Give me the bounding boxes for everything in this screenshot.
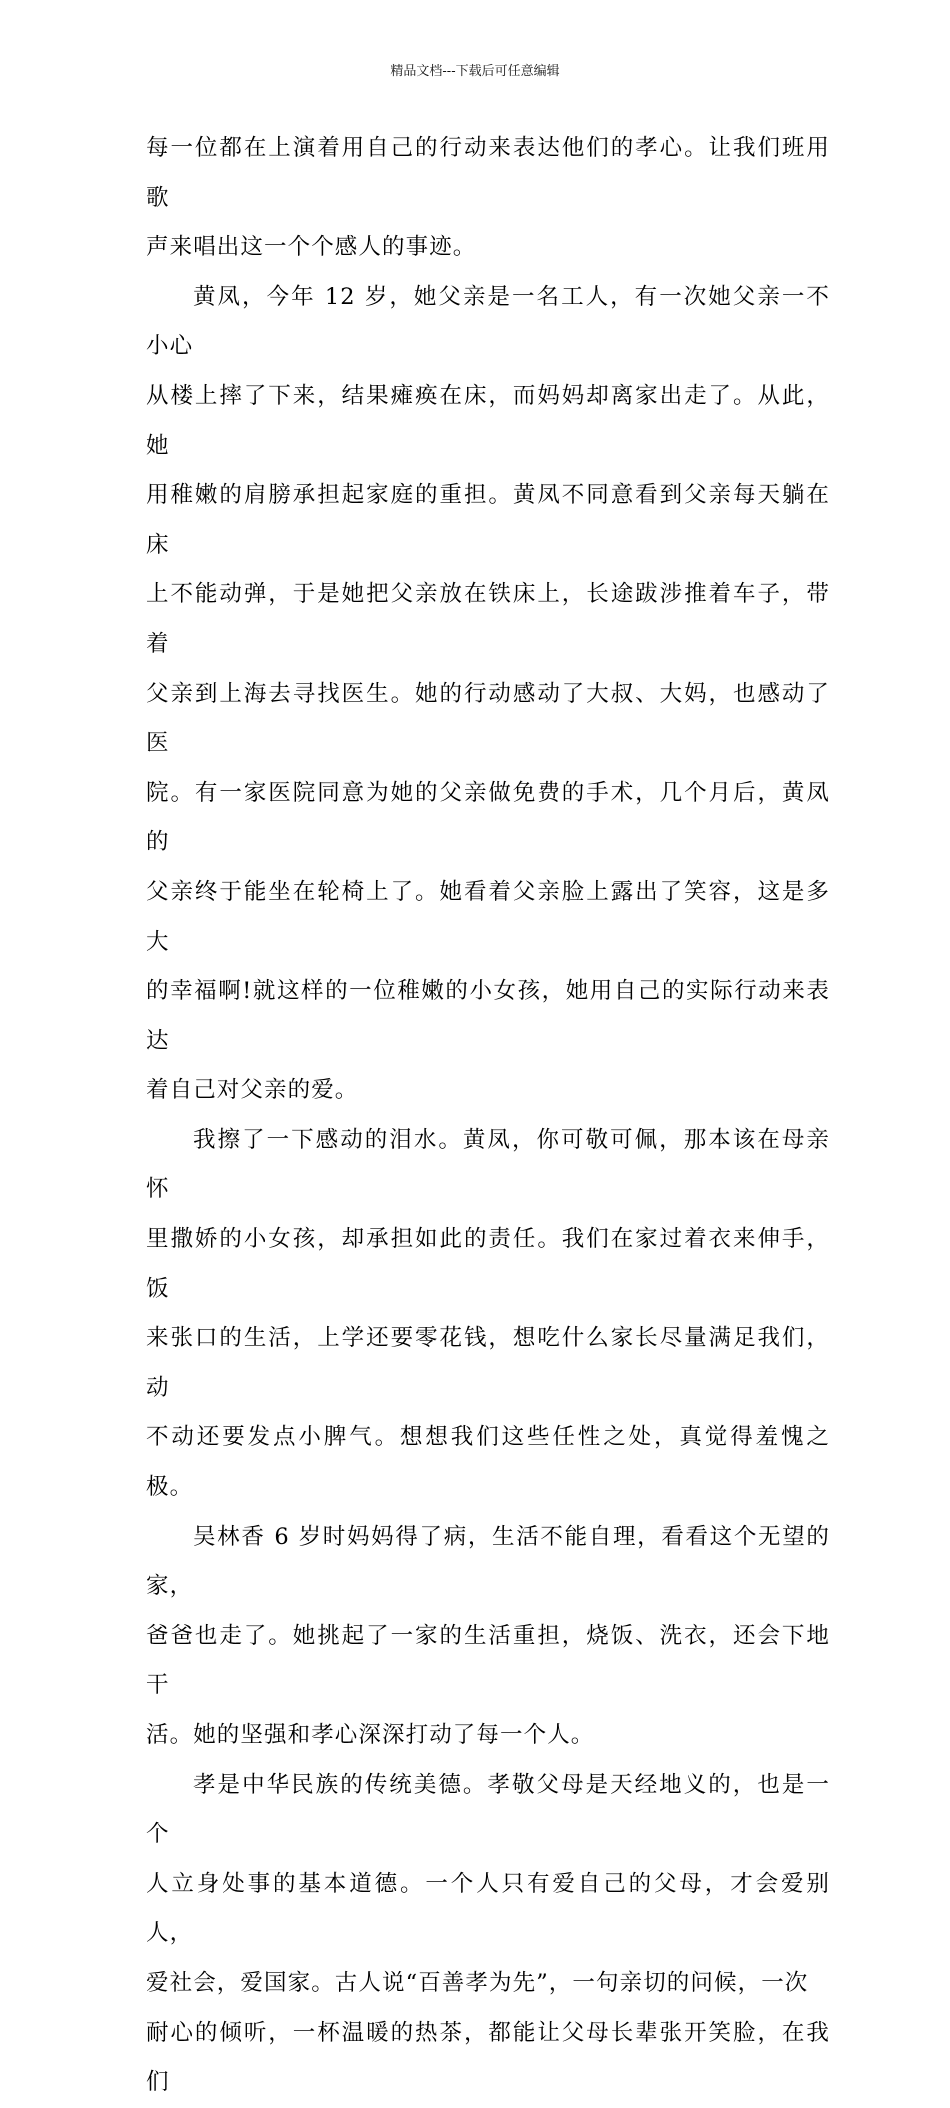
- paragraph-2: [146, 273, 830, 1116]
- paragraph-3: [146, 1116, 830, 1513]
- text-line: 用稚嫩的肩膀承担起家庭的重担。黄凤不同意看到父亲每天躺在床: [146, 482, 830, 558]
- text-line: 的幸福啊!就这样的一位稚嫩的小女孩，她用自己的实际行动来表达: [146, 978, 830, 1054]
- text-line: 声来唱出这一个个感人的事迹。: [146, 234, 477, 261]
- text-line: 父亲到上海去寻找医生。她的行动感动了大叔、大妈，也感动了医: [146, 680, 830, 757]
- paragraph-5: [146, 1761, 830, 2108]
- text-line: 人立身处事的基本道德。一个人只有爱自己的父母，才会爱别人，: [146, 1870, 830, 1947]
- text-line: 来张口的生活，上学还要零花钱，想吃什么家长尽量满足我们，动: [146, 1325, 830, 1401]
- text-line: 从楼上摔了下来，结果瘫痪在床，而妈妈却离家出走了。从此，她: [146, 382, 830, 459]
- text-line: 我擦了一下感动的泪水。黄凤，你可敬可佩，那本该在母亲怀: [146, 1126, 830, 1203]
- text-line: 不动还要发点小脾气。想想我们这些任性之处，真觉得羞愧之极。: [146, 1424, 830, 1501]
- text-line: 院。有一家医院同意为她的父亲做免费的手术，几个月后，黄凤的: [146, 779, 830, 856]
- text-line: 吴林香 6 岁时妈妈得了病，生活不能自理，看看这个无望的家，: [146, 1523, 830, 1600]
- text-line: 上不能动弹，于是她把父亲放在铁床上，长途跋涉推着车子，带着: [146, 581, 830, 657]
- text-line: 爸爸也走了。她挑起了一家的生活重担，烧饭、洗衣，还会下地干: [146, 1622, 830, 1699]
- text-line: 每一位都在上演着用自己的行动来表达他们的孝心。让我们班用歌: [146, 135, 830, 211]
- text-line: 爱社会，爱国家。古人说“百善孝为先”，一句亲切的问候，一次: [146, 1969, 809, 1996]
- text-line: 里撒娇的小女孩，却承担如此的责任。我们在家过着衣来伸手，饭: [146, 1226, 830, 1302]
- text-line: 父亲终于能坐在轮椅上了。她看着父亲脸上露出了笑容，这是多大: [146, 878, 830, 955]
- document-body: [146, 124, 830, 2108]
- text-line: 耐心的倾听，一杯温暖的热茶，都能让父母长辈张开笑脸，在我们: [146, 2019, 830, 2096]
- text-line: 着自己对父亲的爱。: [146, 1077, 359, 1104]
- paragraph-4: [146, 1513, 830, 1761]
- text-line: 孝是中华民族的传统美德。孝敬父母是天经地义的，也是一个: [146, 1771, 830, 1848]
- paragraph-1: [146, 124, 830, 273]
- text-line: 黄凤，今年 12 岁，她父亲是一名工人，有一次她父亲一不小心: [146, 283, 830, 360]
- page-header: 精品文档---下载后可任意编辑: [390, 64, 560, 79]
- text-line: 活。她的坚强和孝心深深打动了每一个人。: [146, 1722, 595, 1748]
